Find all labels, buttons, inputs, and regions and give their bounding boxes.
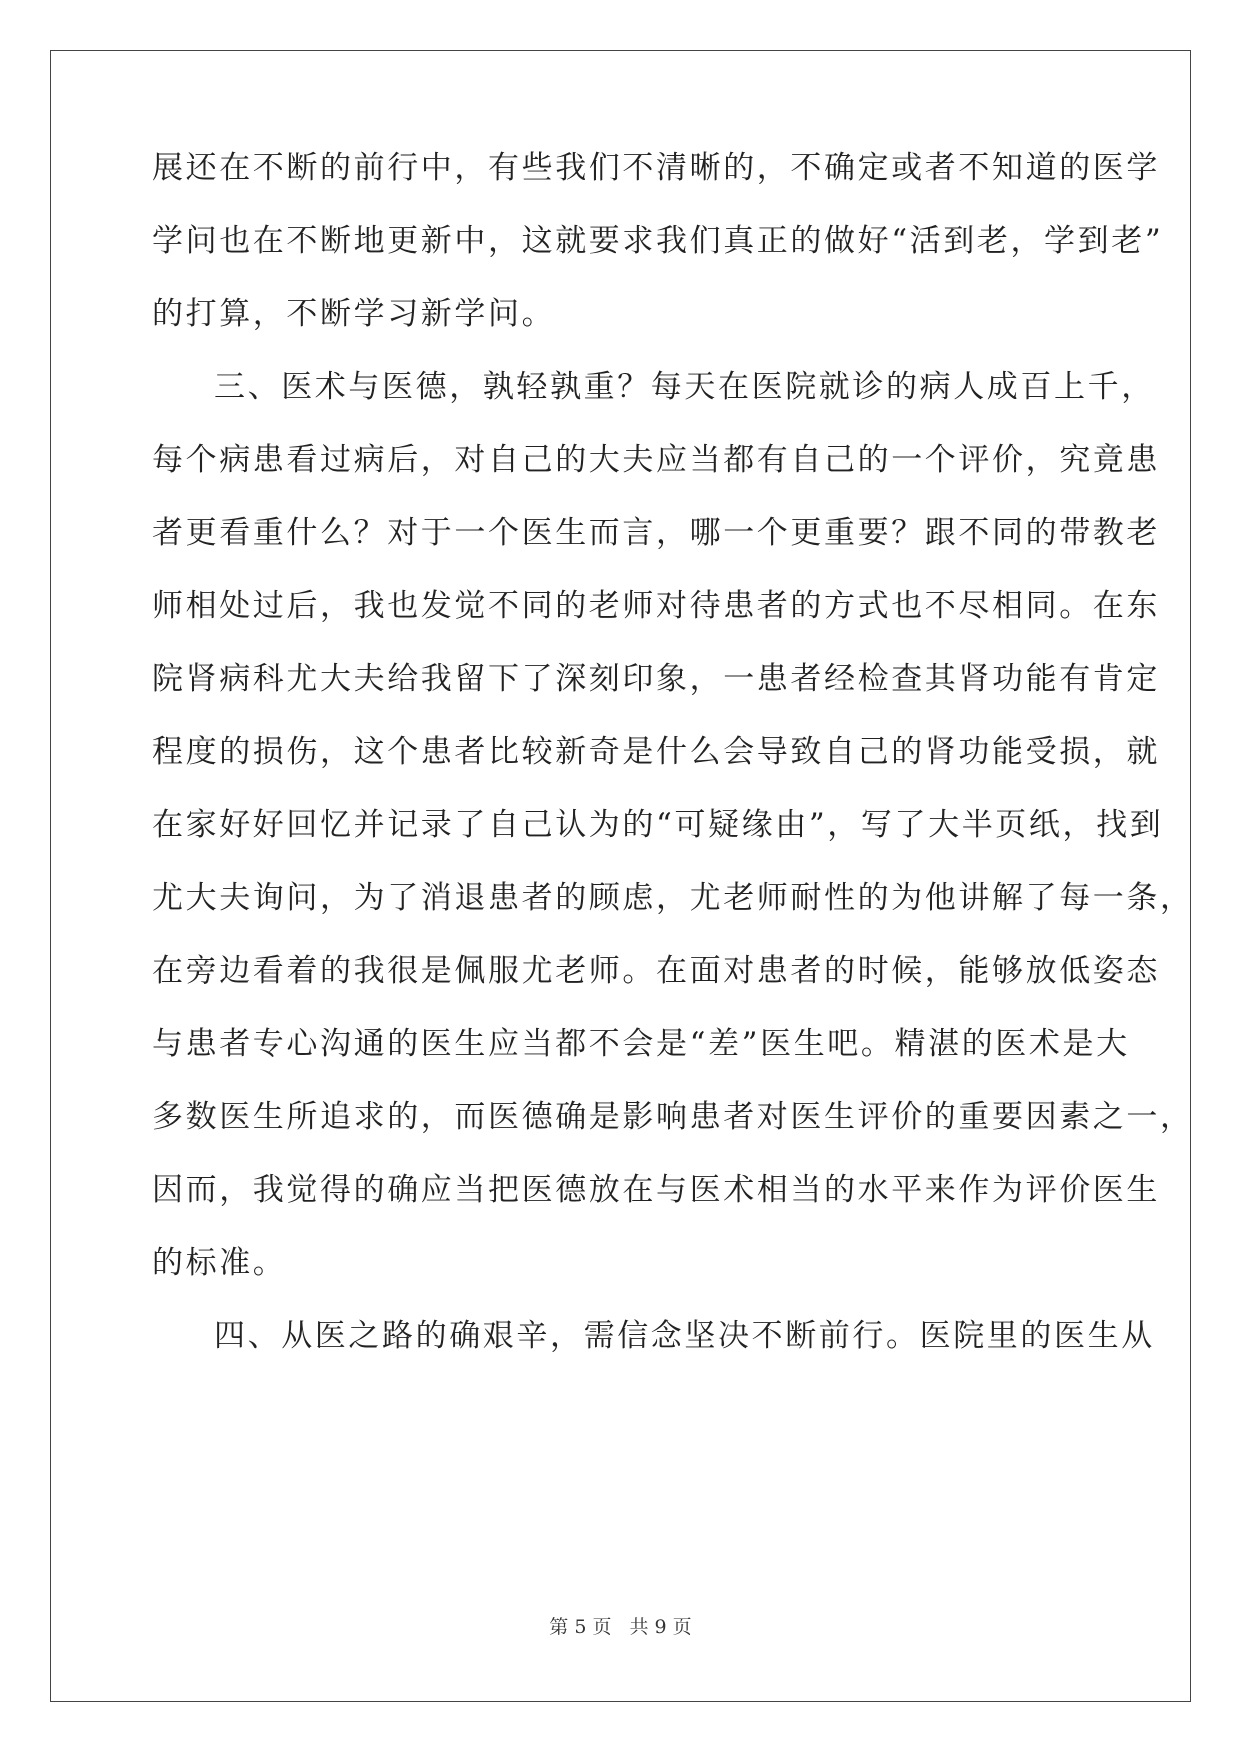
page-footer	[0, 1612, 1241, 1639]
page-total: 共 9 页	[629, 1616, 692, 1638]
paragraph-start-line: 四、从医之路的确艰辛，需信念坚决不断前行。医院里的医生从	[214, 1318, 1155, 1354]
text-line: 院肾病科尤大夫给我留下了深刻印象，一患者经检查其肾功能有肯定	[152, 661, 1160, 697]
text-line: 展还在不断的前行中，有些我们不清晰的，不确定或者不知道的医学	[152, 150, 1160, 186]
text-line: 者更看重什么？对于一个医生而言，哪一个更重要？跟不同的带教老	[152, 515, 1160, 551]
text-line: 的标准。	[152, 1245, 287, 1281]
text-line: 学问也在不断地更新中，这就要求我们真正的做好“活到老，学到老”	[152, 223, 1164, 259]
text-line: 因而，我觉得的确应当把医德放在与医术相当的水平来作为评价医生	[152, 1172, 1160, 1208]
text-line: 多数医生所追求的，而医德确是影响患者对医生评价的重要因素之一，	[152, 1099, 1194, 1135]
text-line: 师相处过后，我也发觉不同的老师对待患者的方式也不尽相同。在东	[152, 588, 1160, 624]
text-line: 在家好好回忆并记录了自己认为的“可疑缘由”，写了大半页纸，找到	[152, 807, 1164, 843]
text-line: 尤大夫询问，为了消退患者的顾虑，尤老师耐性的为他讲解了每一条，	[152, 880, 1194, 916]
text-line: 程度的损伤，这个患者比较新奇是什么会导致自己的肾功能受损，就	[152, 734, 1160, 770]
page-number: 第 5 页	[549, 1616, 612, 1638]
paragraph-start-line: 三、医术与医德，孰轻孰重？每天在医院就诊的病人成百上千，	[214, 369, 1155, 405]
text-line: 每个病患看过病后，对自己的大夫应当都有自己的一个评价，究竟患	[152, 442, 1160, 478]
text-line: 与患者专心沟通的医生应当都不会是“差”医生吧。精湛的医术是大	[152, 1026, 1130, 1062]
text-line: 的打算，不断学习新学问。	[152, 296, 556, 332]
text-line: 在旁边看着的我很是佩服尤老师。在面对患者的时候，能够放低姿态	[152, 953, 1160, 989]
